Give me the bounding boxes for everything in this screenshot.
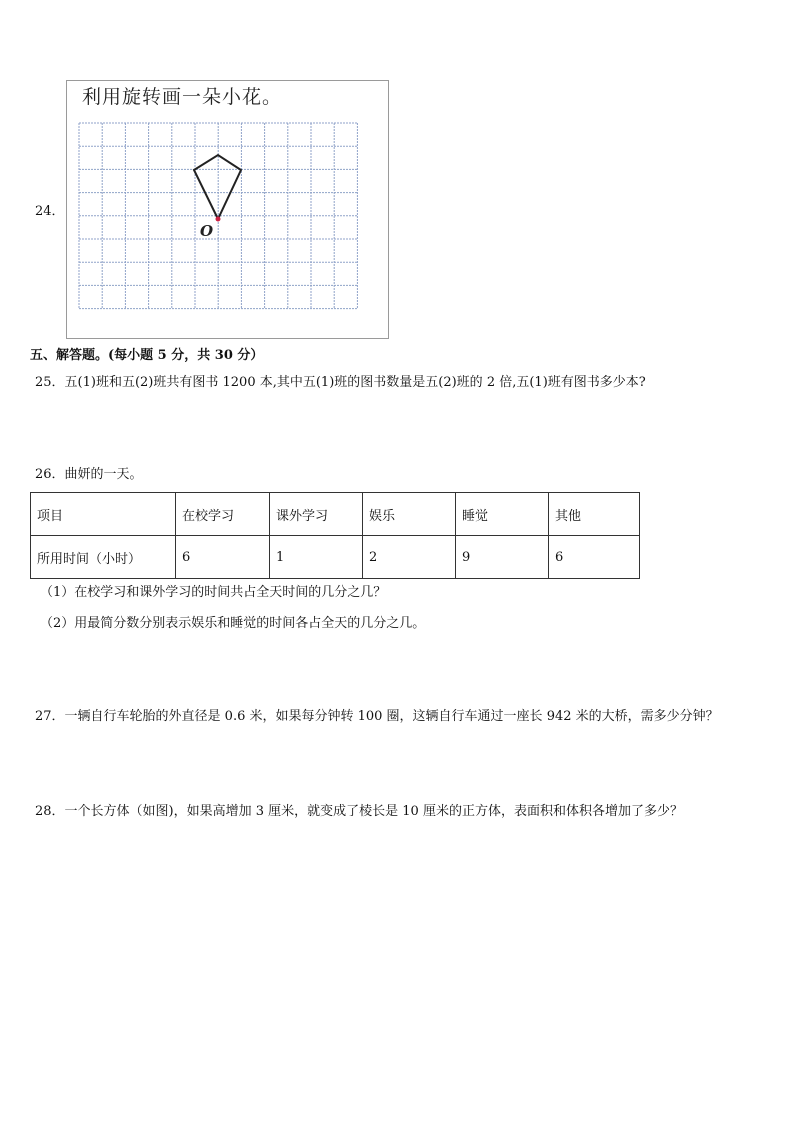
question-26-part-2: （2）用最简分数分别表示娱乐和睡觉的时间各占全天的几分之几。 xyxy=(40,616,426,631)
table-cell: 在校学习 xyxy=(176,493,270,536)
question-28: 28．一个长方体（如图)，如果高增加 3 厘米，就变成了棱长是 10 厘米的正方体，表面积和体积各增加了多少？ xyxy=(35,804,683,819)
question-26-title: 26．曲妍的一天。 xyxy=(35,467,143,482)
figure-title: 利用旋转画一朵小花。 xyxy=(82,86,283,108)
question-number-24: 24． xyxy=(35,204,65,219)
kite-shape xyxy=(194,155,241,219)
table-header-row xyxy=(31,493,640,536)
table-cell: 其他 xyxy=(549,493,640,536)
rotation-grid-figure xyxy=(0,0,794,400)
table-row xyxy=(31,536,640,579)
point-o-label: O xyxy=(200,222,214,240)
table-cell: 睡觉 xyxy=(456,493,549,536)
table-cell: 课外学习 xyxy=(270,493,363,536)
question-27: 27．一辆自行车轮胎的外直径是 0.6 米，如果每分钟转 100 圈，这辆自行车通过一座长 942 米的大桥，需多少分钟？ xyxy=(35,709,719,724)
table-cell: 6 xyxy=(176,536,270,579)
square-grid xyxy=(79,123,357,309)
daily-schedule-table xyxy=(30,492,640,579)
table-cell: 所用时间（小时） xyxy=(31,536,176,579)
table-cell: 2 xyxy=(363,536,456,579)
table-cell: 项目 xyxy=(31,493,176,536)
table-cell: 6 xyxy=(549,536,640,579)
table-cell: 娱乐 xyxy=(363,493,456,536)
section-heading: 五、解答题。(每小题 5 分，共 30 分） xyxy=(30,348,264,363)
table-cell: 1 xyxy=(270,536,363,579)
question-25: 25．五(1)班和五(2)班共有图书 1200 本,其中五(1)班的图书数量是五(2)班的 2 倍,五(1)班有图书多少本? xyxy=(35,375,646,390)
rotation-center-point xyxy=(216,217,221,222)
question-26-part-1: （1）在校学习和课外学习的时间共占全天时间的几分之几？ xyxy=(40,585,387,600)
table-cell: 9 xyxy=(456,536,549,579)
